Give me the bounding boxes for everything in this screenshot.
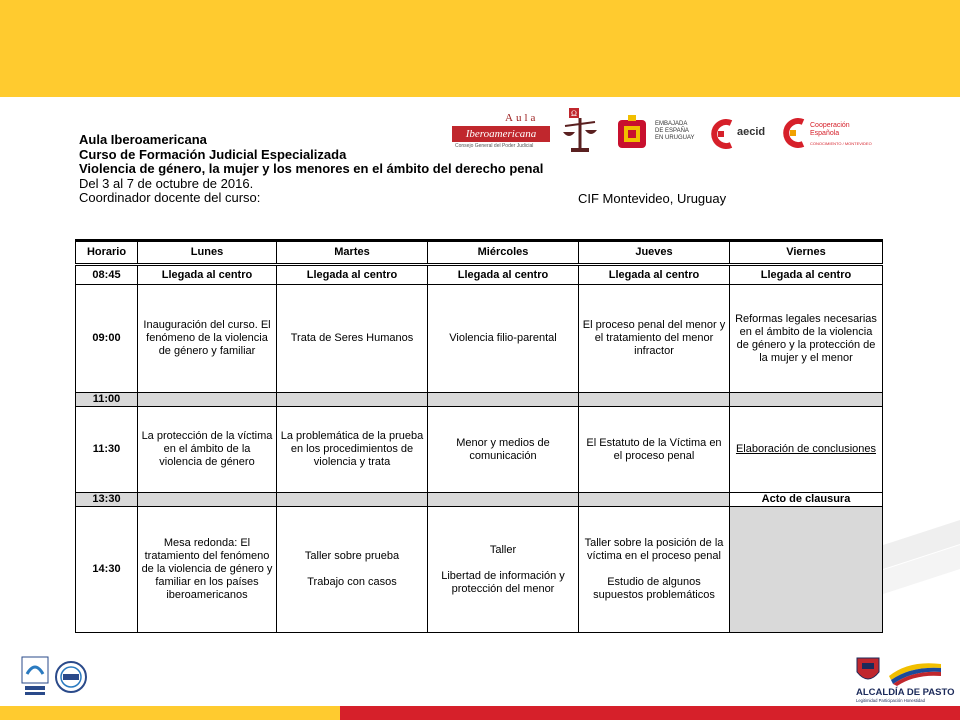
- session-cell: Llegada al centro: [579, 265, 730, 285]
- pasto-tagline: Legitimidad Participación Honestidad: [856, 698, 925, 703]
- session-cell: Reformas legales necesarias en el ámbito de la violencia de género y la protección de la mujer y el menor: [730, 285, 883, 393]
- scales-of-justice-icon: [561, 108, 599, 154]
- time-cell: 08:45: [76, 265, 138, 285]
- header-horario: Horario: [76, 241, 138, 265]
- session-cell: Llegada al centro: [428, 265, 579, 285]
- cooperacion-espanola-logo: [779, 114, 881, 154]
- aula-name: Iberoamericana: [452, 126, 550, 142]
- session-cell: Menor y medios de comunicación: [428, 407, 579, 493]
- session-cell: [579, 507, 730, 633]
- header-lunes: Lunes: [138, 241, 277, 265]
- table-header-row: [76, 241, 883, 265]
- header-jueves: Jueves: [579, 241, 730, 265]
- header-line-3: Violencia de género, la mujer y los menores en el ámbito del derecho penal: [79, 161, 544, 176]
- schedule-table: [75, 239, 883, 633]
- spain-coat-of-arms-icon: [614, 114, 650, 154]
- table-row: [76, 407, 883, 493]
- session-cell: Inauguración del curso. El fenómeno de la violencia de género y familiar: [138, 285, 277, 393]
- time-cell: 13:30: [76, 493, 138, 507]
- pasto-crest-icon: [853, 654, 943, 686]
- session-cell: El Estatuto de la Víctima en el proceso penal: [579, 407, 730, 493]
- closing-act-cell: Acto de clausura: [730, 493, 883, 507]
- time-cell: 11:30: [76, 407, 138, 493]
- header-line-1: Aula Iberoamericana: [79, 132, 207, 147]
- session-cell: Llegada al centro: [730, 265, 883, 285]
- session-cell: Elaboración de conclusiones: [730, 407, 883, 493]
- header-martes: Martes: [277, 241, 428, 265]
- time-cell: 14:30: [76, 507, 138, 633]
- svg-text:Ω: Ω: [571, 109, 577, 118]
- session-cell: Trata de Seres Humanos: [277, 285, 428, 393]
- break-row: [76, 493, 883, 507]
- header-viernes: Viernes: [730, 241, 883, 265]
- session-cell: El proceso penal del menor y el tratamiento del menor infractor: [579, 285, 730, 393]
- session-cell: Llegada al centro: [138, 265, 277, 285]
- table-row: [76, 265, 883, 285]
- table-row: [76, 285, 883, 393]
- embassy-of-spain-logo: [614, 114, 702, 154]
- table-row: [76, 507, 883, 633]
- aecid-c-icon: [707, 117, 735, 151]
- iso-certification-icon: [21, 656, 49, 698]
- session-cell: La problemática de la prueba en los procedimientos de violencia y trata: [277, 407, 428, 493]
- header-dates: Del 3 al 7 de octubre de 2016.: [79, 175, 254, 191]
- course-location: CIF Montevideo, Uruguay: [578, 191, 727, 206]
- session-line: Taller: [489, 543, 517, 556]
- aecid-logo: [707, 117, 777, 151]
- aula-subtitle: Consejo General del Poder Judicial: [455, 143, 534, 149]
- aula-word: Aula: [505, 112, 539, 124]
- session-line: Taller sobre la posición de la víctima en el proceso penal: [584, 537, 724, 562]
- quality-seal-icon: [54, 660, 88, 694]
- coop-subtitle: CONOCIMIENTO / MONTEVIDEO: [810, 141, 872, 146]
- time-cell: 11:00: [76, 393, 138, 407]
- aecid-text: aecid: [737, 126, 766, 138]
- session-cell: Llegada al centro: [277, 265, 428, 285]
- session-cell: La protección de la víctima en el ámbito de la violencia de género: [138, 407, 277, 493]
- session-line: Taller sobre prueba: [304, 550, 400, 562]
- session-cell: Mesa redonda: El tratamiento del fenómeno de la violencia de género y familiar en los países iberoamericanos: [138, 507, 277, 633]
- empty-cell: [730, 507, 883, 633]
- embassy-text: EMBAJADA DE ESPAÑA EN URUGUAY: [655, 121, 695, 141]
- cooperacion-c-icon: [779, 114, 807, 148]
- break-row: [76, 393, 883, 407]
- pasto-name: ALCALDÍA DE PASTO: [856, 687, 955, 698]
- footer-color-bar: [0, 706, 960, 720]
- header-miercoles: Miércoles: [428, 241, 579, 265]
- session-cell: [277, 507, 428, 633]
- alcaldia-de-pasto-logo: [853, 654, 955, 706]
- session-cell: Violencia filio-parental: [428, 285, 579, 393]
- session-line: Libertad de información y protección del menor: [441, 569, 565, 595]
- time-cell: 09:00: [76, 285, 138, 393]
- header-coordinator: Coordinador docente del curso:: [79, 190, 261, 205]
- coop-text: Cooperación Española: [810, 122, 850, 137]
- top-yellow-band: [0, 0, 960, 97]
- aula-iberoamericana-logo: [451, 108, 601, 156]
- header-line-2: Curso de Formación Judicial Especializada: [79, 146, 347, 162]
- session-line: Estudio de algunos supuestos problemáticos: [593, 576, 715, 601]
- session-cell: [428, 507, 579, 633]
- session-line: Trabajo con casos: [307, 576, 397, 588]
